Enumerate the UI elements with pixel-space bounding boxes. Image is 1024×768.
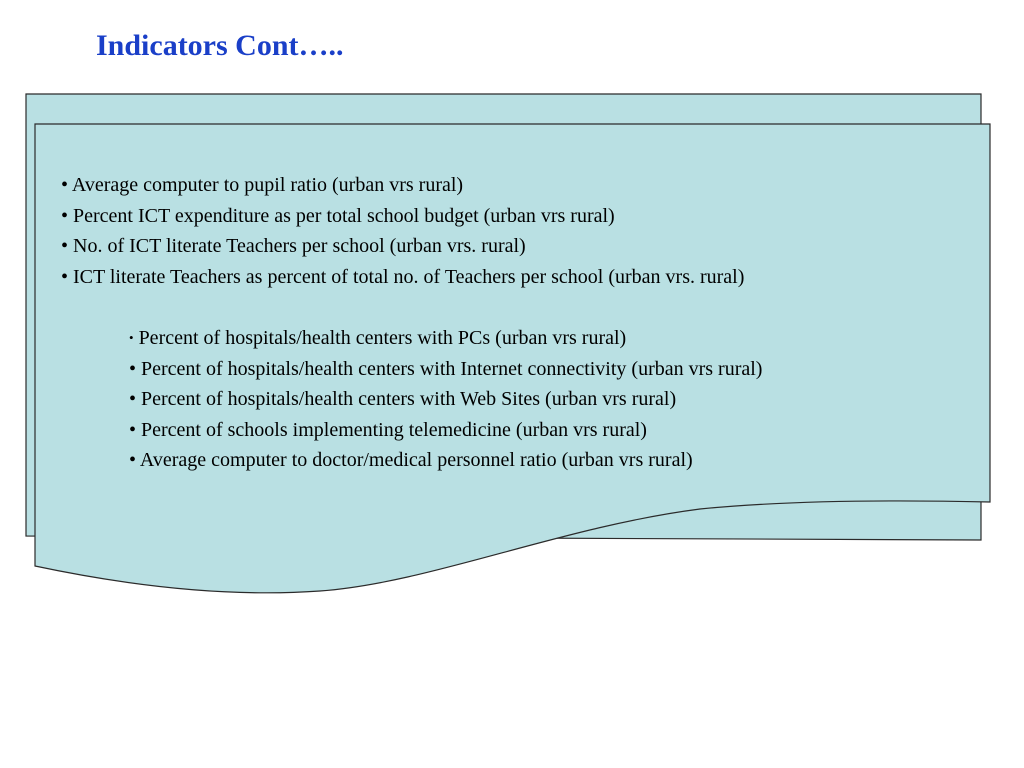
list-item-text: Average computer to pupil ratio (urban vrs rural) <box>71 174 464 196</box>
bullet-icon: • <box>61 174 69 196</box>
list-item <box>129 445 762 476</box>
list-item-text: Percent ICT expenditure as per total school budget (urban vrs rural) <box>73 204 615 227</box>
bullet-icon: • <box>129 330 134 345</box>
list-item-text: Percent of hospitals/health centers with PCs (urban vrs rural) <box>138 327 627 349</box>
bullet-icon: • <box>61 204 69 227</box>
bullet-icon: • <box>61 265 69 288</box>
list-item <box>61 201 744 232</box>
list-item <box>129 354 762 385</box>
list-item-text: Percent of hospitals/health centers with Internet connectivity (urban vrs rural) <box>141 357 763 380</box>
list-item-text: Percent of hospitals/health centers with Web Sites (urban vrs rural) <box>141 388 677 410</box>
list-item-text: Percent of schools implementing telemedicine (urban vrs rural) <box>141 418 647 441</box>
bullet-icon: • <box>129 357 137 380</box>
list-item <box>61 170 744 201</box>
ict-health-indicator-list <box>129 323 762 476</box>
list-item <box>61 262 744 293</box>
list-item <box>129 415 762 446</box>
bullet-icon: • <box>129 449 137 471</box>
bullet-icon: • <box>61 235 69 257</box>
list-item-text: ICT literate Teachers as percent of total no. of Teachers per school (urban vrs. rural) <box>73 265 745 288</box>
ict-education-indicator-list <box>61 170 744 292</box>
list-item <box>129 323 762 354</box>
bullet-icon: • <box>129 418 137 441</box>
list-item <box>61 231 744 262</box>
slide-title: Indicators Cont….. <box>96 29 344 62</box>
list-item-text: No. of ICT literate Teachers per school (urban vrs. rural) <box>73 235 526 257</box>
list-item <box>129 384 762 415</box>
list-item-text: Average computer to doctor/medical personnel ratio (urban vrs rural) <box>139 449 693 471</box>
bullet-icon: • <box>129 388 137 410</box>
